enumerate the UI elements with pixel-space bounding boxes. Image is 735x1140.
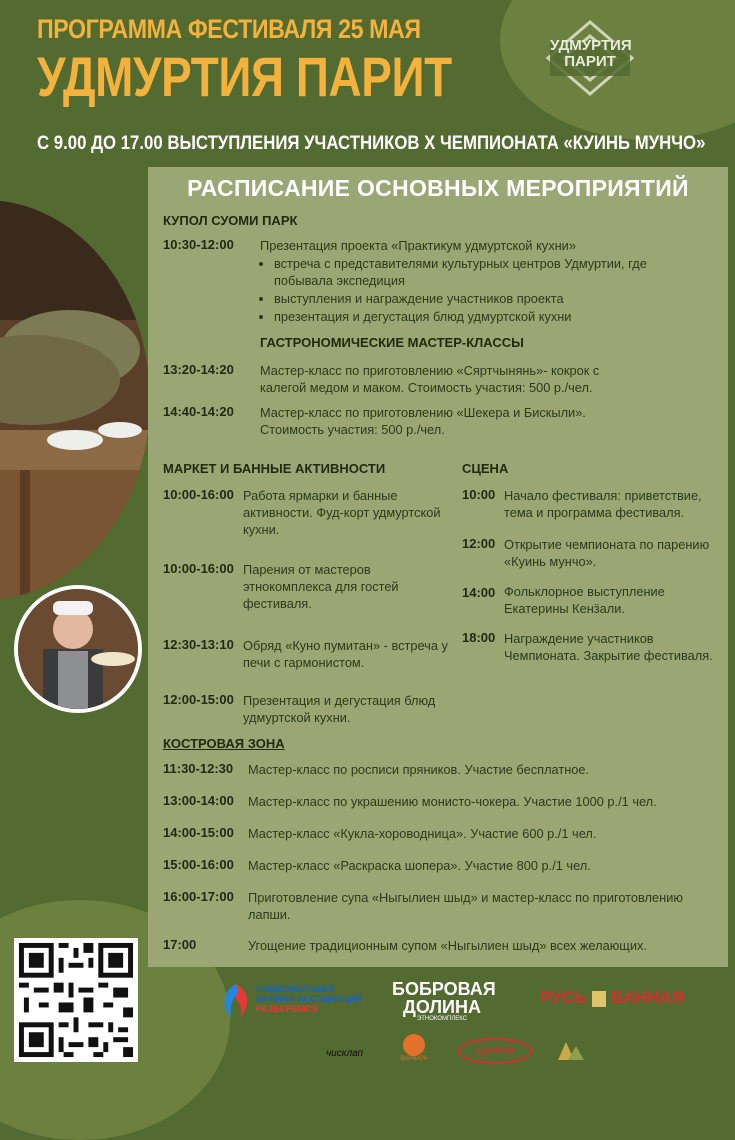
bullet-item: • презентация и дегустация блюд удмуртской кухни <box>274 308 680 325</box>
sponsor-small-2 <box>396 1034 432 1062</box>
event-description: Мастер-класс по приготовлению «Сяртчынянь»- кокрок с калегой медом и маком. Стоимость участия: 500 р./чел. <box>260 363 600 395</box>
rus-right: БАННАЯ <box>611 988 684 1007</box>
section-stage-heading: СЦЕНА <box>462 461 509 476</box>
event-time: 13:20-14:20 <box>163 362 234 377</box>
schedule-title: РАСПИСАНИЕ ОСНОВНЫХ МЕРОПРИЯТИЙ <box>187 175 689 201</box>
small2-icon <box>403 1034 425 1056</box>
event-time: 14:00-15:00 <box>163 825 234 840</box>
nba-line2: БАННАЯ АССОЦИАЦИЯ <box>256 994 363 1004</box>
event-time: 10:00-16:00 <box>163 561 234 576</box>
event-time: 17:00 <box>163 937 197 952</box>
sponsor-bobrovaya-dolina <box>392 979 496 1022</box>
event-time: 15:00-16:00 <box>163 857 234 872</box>
logo-text-top: УДМУРТИЯ <box>550 37 632 54</box>
event-title: Презентация проекта «Практикум удмуртской кухни» <box>260 238 576 253</box>
section-fire-heading: КОСТРОВАЯ ЗОНА <box>163 736 285 751</box>
small3-label: УДМУРТИЯ <box>475 1048 515 1055</box>
photo-chef <box>14 585 142 713</box>
event-description: Угощение традиционным супом «Ныгылиен шыд» всех желающих. <box>248 938 647 953</box>
small2-label: ВАРВАРА <box>400 1056 428 1062</box>
event-time: 12:00-15:00 <box>163 692 234 707</box>
event-description: Награждение участников Чемпионата. Закрытие фестиваля. <box>504 631 713 663</box>
sponsor-small-4 <box>556 1038 602 1067</box>
event-description: Мастер-класс «Раскраска шопера». Участие 800 р./1 чел. <box>248 858 591 873</box>
nba-line3: РАЗБЕРЕМСЯ <box>256 1004 319 1014</box>
bullet-item: • встреча с представителями культурных центров Удмуртии, где побывала экспедиция <box>274 255 680 289</box>
sponsor-small-1 <box>326 1043 363 1061</box>
sponsor-small-3 <box>458 1038 532 1064</box>
dolina-sub: ЭТНОКОМПЛЕКС <box>416 1016 468 1022</box>
event-time: 10:30-12:00 <box>163 237 234 252</box>
event-time: 14:40-14:20 <box>163 404 234 419</box>
event-description: Начало фестиваля: приветствие, тема и программа фестиваля. <box>504 488 702 520</box>
event-time: 12:30-13:10 <box>163 637 234 652</box>
event-time: 11:30-12:30 <box>163 761 234 776</box>
sponsor-rus-bannaya <box>540 988 684 1008</box>
event-time: 10:00 <box>462 487 496 502</box>
event-time: 12:00 <box>462 536 496 551</box>
event-time: 10:00-16:00 <box>163 487 234 502</box>
dolina-line1: БОБРОВАЯ <box>392 979 496 999</box>
event-description: Парения от мастеров этнокомплекса для гостей фестиваля. <box>243 562 399 611</box>
event-time: 16:00-17:00 <box>163 889 234 904</box>
main-title: УДМУРТИЯ ПАРИТ <box>37 45 452 108</box>
event-time: 14:00 <box>462 585 496 600</box>
header <box>37 14 543 107</box>
small4-logo-icon <box>556 1038 602 1062</box>
section-market-heading: МАРКЕТ И БАННЫЕ АКТИВНОСТИ <box>163 461 386 476</box>
event-time: 13:00-14:00 <box>163 793 234 808</box>
festival-logo <box>540 20 640 100</box>
event-description: Мастер-класс по украшению монисто-чокера. Участие 1000 р./1 чел. <box>248 794 657 809</box>
pre-title: ПРОГРАММА ФЕСТИВАЛЯ 25 МАЯ <box>37 14 421 44</box>
logo-text-bottom: ПАРИТ <box>564 53 616 70</box>
schedule-panel <box>148 167 728 967</box>
event-description: Приготовление супа «Ныгылиен шыд» и мастер-класс по приготовлению лапши. <box>248 890 683 922</box>
event-description: Презентация и дегустация блюд удмуртской кухни. <box>243 693 436 725</box>
dolina-line2: ДОЛИНА <box>403 997 481 1017</box>
event-time: 18:00 <box>462 630 496 645</box>
event-description: Работа ярмарки и банные активности. Фуд-корт удмуртской кухни. <box>243 488 441 537</box>
event-description: Фольклорное выступление Екатерины Кенӟали. <box>504 584 665 616</box>
event-description: Мастер-класс по приготовлению «Шекера и Бискыли». Стоимость участия: 500 р./чел. <box>260 405 586 437</box>
qr-code-icon <box>14 938 138 1062</box>
event-description <box>260 237 680 325</box>
event-description: Открытие чемпионата по парению «Куинь мунчо». <box>504 537 710 569</box>
event-description: Обряд «Куно пумитан» - встреча у печи с гармонистом. <box>243 638 448 670</box>
qr-code[interactable] <box>14 938 138 1062</box>
event-description: Мастер-класс «Кукла-хороводница». Участие 600 р./1 чел. <box>248 826 597 841</box>
nba-logo-icon <box>218 982 254 1020</box>
subtitle: С 9.00 ДО 17.00 ВЫСТУПЛЕНИЯ УЧАСТНИКОВ X ЧЕМПИОНАТА «КУИНЬ МУНЧО» <box>37 132 706 154</box>
nba-line1: НАЦИОНАЛЬНАЯ <box>256 984 335 994</box>
photo-herbs-table <box>0 200 150 600</box>
rus-icon <box>592 991 606 1007</box>
section-kupol-heading: КУПОЛ СУОМИ ПАРК <box>163 213 298 228</box>
small1-label: чисклап <box>326 1048 364 1059</box>
bullet-item: • выступления и награждение участников проекта <box>274 290 680 307</box>
gastro-subheading: ГАСТРОНОМИЧЕСКИЕ МАСТЕР-КЛАССЫ <box>260 335 524 350</box>
rus-left: РУСЬ <box>540 988 587 1007</box>
event-description: Мастер-класс по росписи пряников. Участие бесплатное. <box>248 762 590 777</box>
